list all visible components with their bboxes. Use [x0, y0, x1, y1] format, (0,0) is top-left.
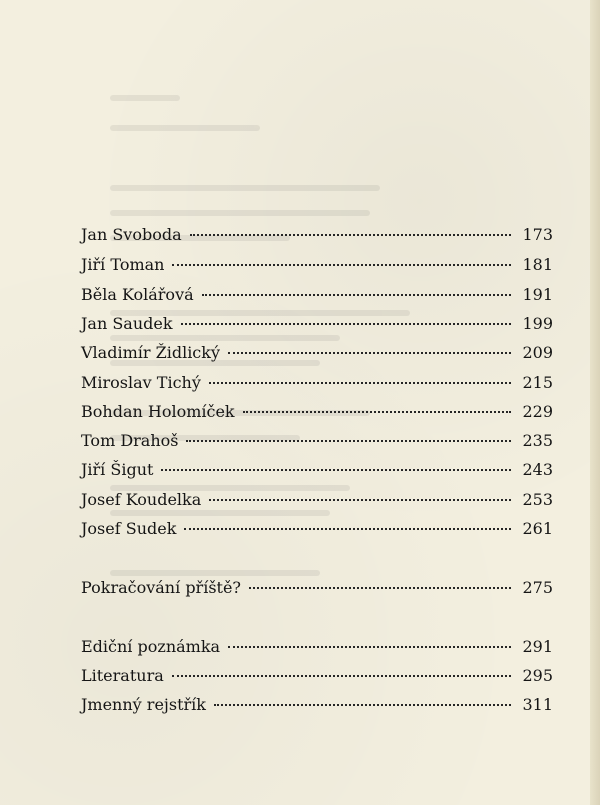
toc-page-number: 261: [522, 519, 553, 538]
toc-page-number: 173: [522, 225, 553, 244]
toc-entry-title: Josef Sudek: [81, 519, 177, 538]
toc-entry-tom-drahos: [81, 428, 553, 454]
toc-leader-dots: [214, 703, 511, 706]
toc-leader-dots: [190, 233, 511, 236]
toc-leader-dots: [249, 586, 511, 589]
toc-entry-jan-svoboda: [81, 222, 553, 248]
toc-entry-title: Josef Koudelka: [81, 490, 202, 509]
toc-page-number: 295: [522, 666, 553, 685]
toc-entry-bohdan-holomicek: [81, 399, 553, 425]
toc-leader-dots: [228, 645, 511, 648]
toc-page-number: 235: [522, 431, 553, 450]
toc-leader-dots: [209, 381, 511, 384]
toc-entry-jan-saudek: [81, 311, 553, 337]
toc-entry-vladimir-zidlicky: [81, 340, 553, 366]
toc-entry-pokracovani-priste: [81, 575, 553, 601]
toc-page-number: 181: [522, 255, 553, 274]
toc-entry-josef-koudelka: [81, 487, 553, 513]
toc-page-number: 253: [522, 490, 553, 509]
toc-entry-edicni-poznamka: [81, 634, 553, 660]
toc-leader-dots: [184, 527, 511, 530]
toc-entry-jiri-sigut: [81, 457, 553, 483]
toc-leader-dots: [181, 322, 511, 325]
toc-page-number: 209: [522, 343, 553, 362]
toc-page-number: 199: [522, 314, 553, 333]
toc-page-number: 215: [522, 373, 553, 392]
toc-entry-miroslav-tichy: [81, 370, 553, 396]
toc-leader-dots: [209, 498, 511, 501]
toc-entry-title: Ediční poznámka: [81, 637, 221, 656]
toc-entry-literatura: [81, 663, 553, 689]
toc-entry-title: Tom Drahoš: [81, 431, 179, 450]
toc-entry-title: Literatura: [81, 666, 164, 685]
toc-entry-bela-kolarova: [81, 282, 553, 308]
toc-entry-title: Jiří Toman: [81, 255, 165, 274]
toc-leader-dots: [228, 351, 511, 354]
toc-leader-dots: [202, 293, 511, 296]
toc-entry-title: Vladimír Židlický: [81, 343, 220, 362]
toc-page-number: 291: [522, 637, 553, 656]
toc-leader-dots: [161, 468, 511, 471]
toc-entry-title: Jmenný rejstřík: [81, 695, 206, 714]
toc-leader-dots: [186, 439, 511, 442]
toc-page-number: 243: [522, 460, 553, 479]
toc-entry-jmenny-rejstrik: [81, 692, 553, 718]
toc-entry-title: Jan Saudek: [81, 314, 173, 333]
toc-entry-jiri-toman: [81, 252, 553, 278]
toc-leader-dots: [172, 263, 511, 266]
toc-page-number: 229: [522, 402, 553, 421]
toc-entry-josef-sudek: [81, 516, 553, 542]
toc-entry-title: Miroslav Tichý: [81, 373, 201, 392]
toc-leader-dots: [243, 410, 511, 413]
toc-entry-title: Bohdan Holomíček: [81, 402, 235, 421]
toc-page-number: 311: [522, 695, 553, 714]
toc-entry-title: Jiří Šigut: [81, 460, 154, 479]
toc-entry-title: Pokračování příště?: [81, 578, 242, 597]
toc-page-number: 191: [522, 285, 553, 304]
toc-leader-dots: [172, 674, 511, 677]
toc-entry-title: Běla Kolářová: [81, 285, 194, 304]
toc-entry-title: Jan Svoboda: [81, 225, 182, 244]
toc-page-number: 275: [522, 578, 553, 597]
